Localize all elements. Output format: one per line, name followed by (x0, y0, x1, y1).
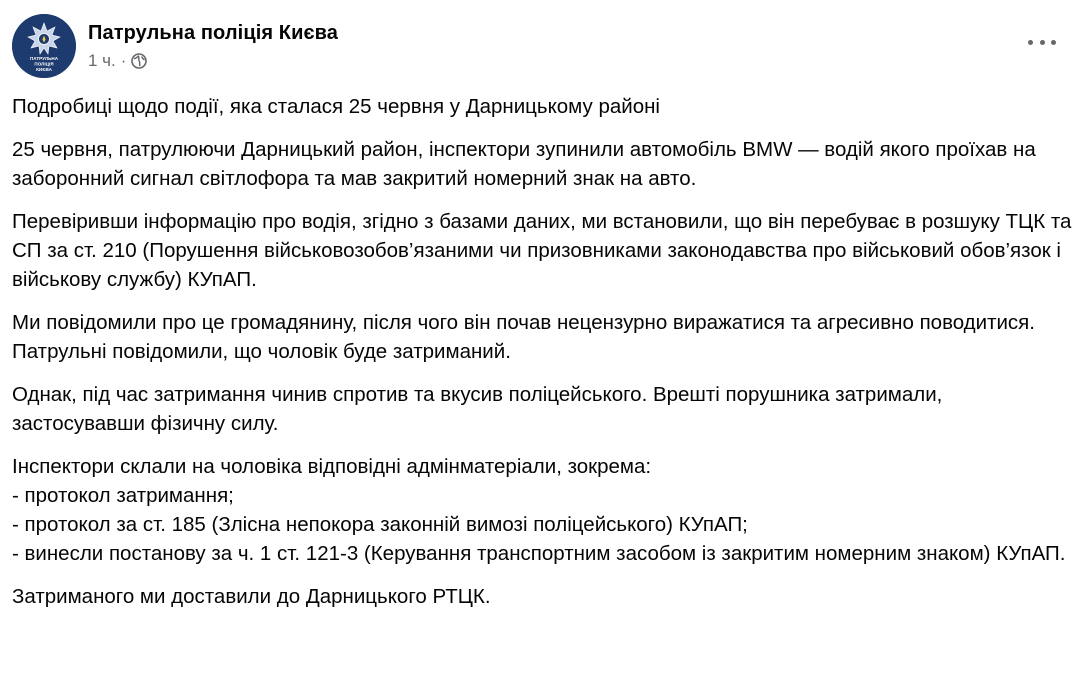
post-paragraph: 25 червня, патрулюючи Дарницький район, інспектори зупинили автомобіль BMW — водій якого проїхав на заборонний сигнал світлофора та мав закритий номерний знак на авто. (12, 138, 1036, 190)
post-paragraph: Інспектори склали на чоловіка відповідні адмінматеріали, зокрема: - протокол затримання; - протокол за ст. 185 (Злісна непокора законній вимозі поліцейського) КУпАП; - винесли постанову за ч. 1 ст. 121-3 (Керування транспортним засобом із закритим номерним знаком) КУпАП. (12, 455, 1066, 565)
post-paragraph: Затриманого ми доставили до Дарницького РТЦК. (12, 585, 491, 608)
globe-icon[interactable] (131, 53, 147, 69)
post-time[interactable]: 1 ч. (88, 51, 116, 70)
post-paragraph: Перевіривши інформацію про водія, згідно з базами даних, ми встановили, що він перебуває в розшуку ТЦК та СП за ст. 210 (Порушення військовозобов’язаними чи призовниками законодавства про військовий обов’язок і військову службу) КУпАП. (12, 210, 1072, 291)
avatar-text-line1: ПАТРУЛЬНА (29, 56, 59, 61)
post-body (12, 92, 1072, 625)
post-meta (88, 21, 338, 71)
avatar[interactable] (12, 14, 76, 78)
more-dot (1028, 40, 1033, 45)
author-name[interactable]: Патрульна поліція Києва (88, 22, 339, 44)
police-badge-icon (12, 14, 76, 78)
post-paragraph: Подробиці щодо події, яка сталася 25 червня у Дарницькому районі (12, 95, 660, 118)
more-dot (1040, 40, 1045, 45)
post-paragraph: Однак, під час затримання чинив спротив та вкусив поліцейського. Врешті порушника затримали, застосувавши фізичну силу. (12, 383, 943, 435)
more-options-icon[interactable] (1028, 36, 1056, 48)
post-paragraph: Ми повідомили про це громадянину, після чого він почав нецензурно виражатися та агресивно поводитися. Патрульні повідомили, що чоловік буде затриманий. (12, 311, 1035, 363)
separator-dot: · (120, 51, 127, 70)
avatar-text-line3: КИЄВА (36, 67, 52, 72)
more-dot (1051, 40, 1056, 45)
post-header (12, 14, 338, 78)
post-subline (88, 51, 338, 71)
avatar-text-line2: ПОЛІЦІЯ (34, 61, 54, 67)
